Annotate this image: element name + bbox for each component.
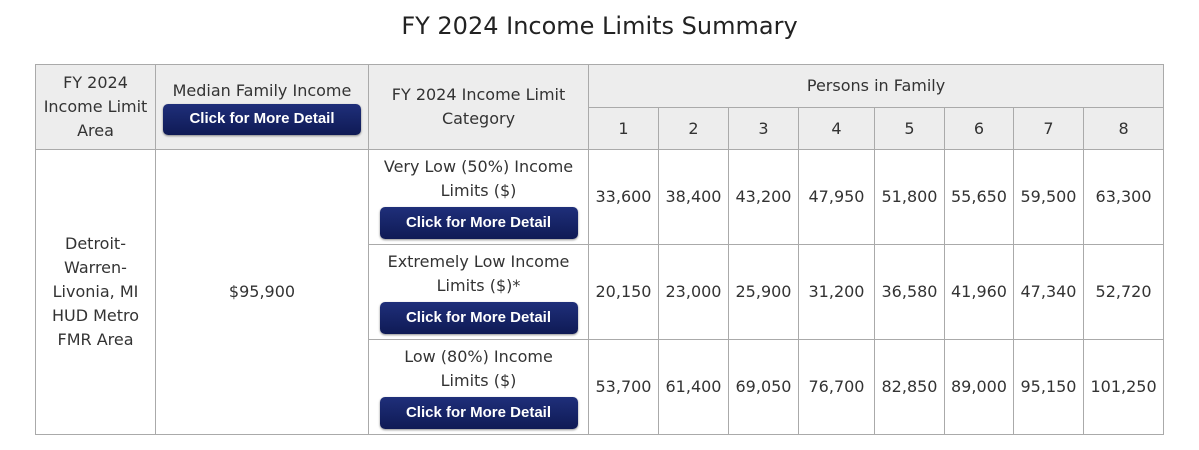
category-header-line: Category [441,109,516,128]
value-cell: 69,050 [729,340,799,435]
value-cell: 43,200 [729,150,799,245]
category-cell-low [369,340,589,435]
value-cell: 82,850 [875,340,945,435]
value-cell: 47,950 [799,150,875,245]
persons-header-4: 4 [799,108,875,150]
page-title: FY 2024 Income Limits Summary [401,12,798,40]
median-income-header-label: Median Family Income [172,81,352,100]
table-row [36,150,1164,245]
value-cell: 25,900 [729,245,799,340]
value-cell: 41,960 [945,245,1014,340]
value-cell: 51,800 [875,150,945,245]
value-cell: 38,400 [659,150,729,245]
area-name-line: Warren- [64,258,127,277]
category-cell-extremely-low [369,245,589,340]
value-cell: 95,150 [1014,340,1084,435]
value-cell: 31,200 [799,245,875,340]
value-cell: 23,000 [659,245,729,340]
median-income-header [156,65,369,150]
value-cell: 47,340 [1014,245,1084,340]
area-header [36,65,156,150]
category-cell-very-low [369,150,589,245]
category-label: Limits ($) [440,181,517,200]
value-cell: 55,650 [945,150,1014,245]
value-cell: 61,400 [659,340,729,435]
value-cell: 63,300 [1084,150,1164,245]
persons-in-family-header: Persons in Family [589,65,1164,108]
low-detail-button[interactable]: Click for More Detail [380,397,578,429]
income-limits-table [35,64,1164,435]
value-cell: 20,150 [589,245,659,340]
value-cell: 89,000 [945,340,1014,435]
area-header-line: Income Limit [43,97,148,116]
area-name-line: Livonia, MI [52,282,139,301]
category-label: Low (80%) Income [404,347,553,366]
value-cell: 53,700 [589,340,659,435]
median-income-detail-button[interactable]: Click for More Detail [163,104,361,135]
area-header-line: Area [77,121,114,140]
area-name-cell [36,150,156,435]
category-label: Limits ($)* [436,276,521,295]
category-header-line: FY 2024 Income Limit [391,85,566,104]
extremely-low-detail-button[interactable]: Click for More Detail [380,302,578,334]
persons-header-8: 8 [1084,108,1164,150]
value-cell: 101,250 [1084,340,1164,435]
category-header [369,65,589,150]
value-cell: 33,600 [589,150,659,245]
median-income-value: $95,900 [156,150,369,435]
persons-header-2: 2 [659,108,729,150]
persons-header-5: 5 [875,108,945,150]
area-name-line: HUD Metro [51,306,140,325]
category-label: Extremely Low Income [387,252,570,271]
area-name-line: Detroit- [65,234,126,253]
category-label: Limits ($) [440,371,517,390]
area-name-line: FMR Area [57,330,134,349]
persons-header-1: 1 [589,108,659,150]
persons-header-3: 3 [729,108,799,150]
value-cell: 76,700 [799,340,875,435]
value-cell: 52,720 [1084,245,1164,340]
area-header-line: FY 2024 [63,73,128,92]
persons-header-7: 7 [1014,108,1084,150]
category-label: Very Low (50%) Income [383,157,574,176]
value-cell: 36,580 [875,245,945,340]
persons-header-6: 6 [945,108,1014,150]
value-cell: 59,500 [1014,150,1084,245]
very-low-detail-button[interactable]: Click for More Detail [380,207,578,239]
